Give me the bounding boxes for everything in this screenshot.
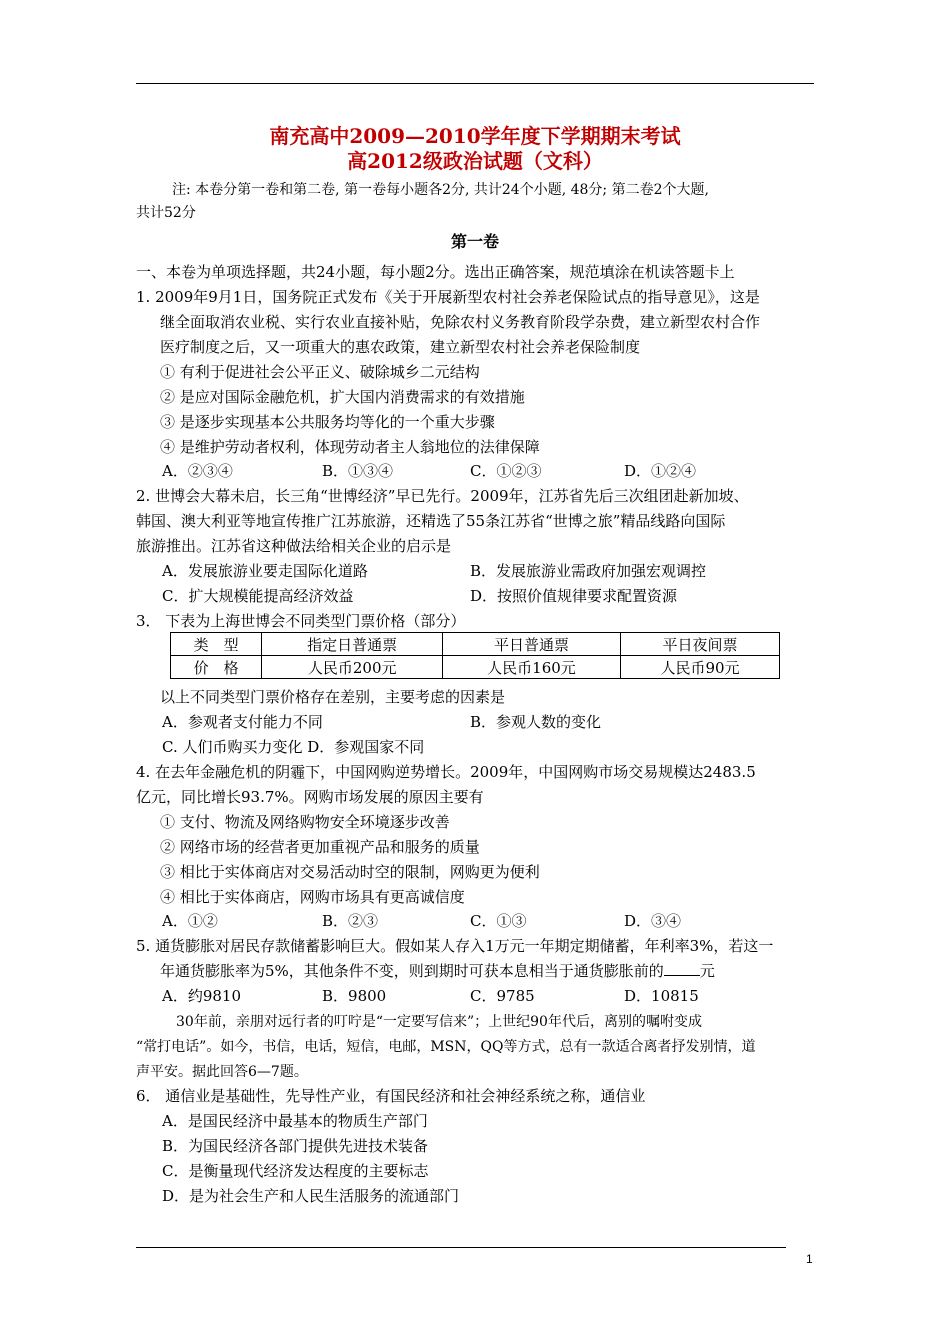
q4-statement-2: ② 网络市场的经营者更加重视产品和服务的质量 [160,838,480,856]
q4-statement-3: ③ 相比于实体商店对交易活动时空的限制，网购更为便利 [160,863,540,881]
table-header-cell: 平日普通票 [443,633,621,656]
q4-option-d: D．③④ [624,912,682,930]
q1-option-c: C．①②③ [470,462,542,480]
q1-statement-3: ③ 是逐步实现基本公共服务均等化的一个重大步骤 [160,413,495,431]
q3-option-cd: C. 人们币购买力变化 D．参观国家不同 [162,738,425,756]
table-header-row [171,633,780,656]
q6-option-d: D．是为社会生产和人民生活服务的流通部门 [162,1187,460,1205]
q2-option-a: A．发展旅游业要走国际化道路 [162,562,368,580]
q6-stem-line1: 6． 通信业是基础性，先导性产业，有国民经济和社会神经系统之称，通信业 [136,1087,646,1105]
page-number: 1 [806,1252,813,1266]
q5-option-d: D．10815 [624,987,699,1005]
table-row [171,656,780,679]
q1-option-a: A．②③④ [162,462,233,480]
q6-option-a: A．是国民经济中最基本的物质生产部门 [162,1112,428,1130]
table-cell: 价 格 [171,656,262,679]
q6-option-c: C．是衡量现代经济发达程度的主要标志 [162,1162,429,1180]
q5-option-b: B．9800 [322,987,387,1005]
q5-stem-text: 年通货膨胀率为5%，其他条件不变，则到期时可获本息相当于通货膨胀前的 [160,962,664,980]
q3-option-a: A．参观者支付能力不同 [162,713,323,731]
q2-option-c: C．扩大规模能提高经济效益 [162,587,354,605]
table-cell: 人民币90元 [620,656,779,679]
answer-blank [664,961,700,976]
exam-title: 南充高中2009—2010学年度下学期期末考试 [269,124,681,148]
q4-statement-1: ① 支付、物流及网络购物安全环境逐步改善 [160,813,450,831]
q1-statement-2: ② 是应对国际金融危机，扩大国内消费需求的有效措施 [160,388,525,406]
material-line3: 声平安。据此回答6—7题。 [136,1064,308,1080]
q4-option-c: C．①③ [470,912,527,930]
q4-option-a: A．①② [162,912,218,930]
exam-note-line1: 注: 本卷分第一卷和第二卷, 第一卷每小题各2分, 共计24个小题, 48分; 第二卷2个大题, [172,182,709,198]
material-line2: “常打电话”。如今，书信，电话，短信，电邮，MSN，QQ等方式，总有一款适合离者抒发别情，道 [136,1039,756,1055]
q1-statement-1: ① 有利于促进社会公平正义、破除城乡二元结构 [160,363,480,381]
q5-stem-line2 [160,961,715,981]
q1-option-b: B．①③④ [322,462,394,480]
table-cell: 人民币160元 [443,656,621,679]
q5-stem-line1: 5. 通货膨胀对居民存款储蓄影响巨大。假如某人存入1万元一年期定期储蓄，年利率3%，若这一 [136,937,774,955]
q5-option-a: A．约9810 [162,987,242,1005]
q4-statement-4: ④ 相比于实体商店，网购市场具有更高诚信度 [160,888,465,906]
material-line1: 30年前，亲朋对远行者的叮咛是“一定要写信来”；上世纪90年代后，离别的嘱咐变成 [176,1014,702,1030]
exam-subtitle: 高2012级政治试题（文科） [347,149,603,173]
q1-stem-line2: 继全面取消农业税、实行农业直接补贴，免除农村义务教育阶段学杂费，建立新型农村合作 [160,313,761,331]
q3-stem-line1: 3． 下表为上海世博会不同类型门票价格（部分） [136,612,466,630]
table-header-cell: 指定日普通票 [262,633,443,656]
q2-option-d: D．按照价值规律要求配置资源 [470,587,678,605]
q3-option-b: B．参观人数的变化 [470,713,602,731]
exam-note-line2: 共计52分 [136,205,196,221]
q5-option-c: C．9785 [470,987,535,1005]
header-rule [136,83,814,84]
q3-stem-line2: 以上不同类型门票价格存在差别，主要考虑的因素是 [160,688,506,706]
q1-stem-line3: 医疗制度之后，又一项重大的惠农政策，建立新型农村社会养老保险制度 [160,338,641,356]
section-heading: 第一卷 [450,232,499,251]
q5-stem-unit: 元 [699,962,715,980]
ticket-price-table [170,632,780,679]
q2-option-b: B．发展旅游业需政府加强宏观调控 [470,562,707,580]
section-instruction: 一、本卷为单项选择题，共24小题，每小题2分。选出正确答案，规范填涂在机读答题卡上 [136,263,735,281]
q6-option-b: B．为国民经济各部门提供先进技术装备 [162,1137,429,1155]
table-cell: 人民币200元 [262,656,443,679]
table-header-cell: 平日夜间票 [620,633,779,656]
table-header-cell: 类 型 [171,633,262,656]
q1-option-d: D．①②④ [624,462,697,480]
q4-option-b: B．②③ [322,912,379,930]
q1-stem-line1: 1. 2009年9月1日，国务院正式发布《关于开展新型农村社会养老保险试点的指导意见》，这是 [136,288,760,306]
q2-stem-line2: 韩国、澳大利亚等地宣传推广江苏旅游，还精选了55条江苏省“世博之旅”精品线路向国际 [136,512,726,530]
q1-statement-4: ④ 是维护劳动者权利，体现劳动者主人翁地位的法律保障 [160,438,540,456]
q2-stem-line3: 旅游推出。江苏省这种做法给相关企业的启示是 [136,537,452,555]
q4-stem-line1: 4. 在去年金融危机的阴霾下，中国网购逆势增长。2009年，中国网购市场交易规模达2483.5 [136,763,756,781]
footer-rule [136,1247,786,1248]
q2-stem-line1: 2. 世博会大幕未启，长三角“世博经济”早已先行。2009年，江苏省先后三次组团赴新加坡、 [136,487,749,505]
q4-stem-line2: 亿元，同比增长93.7%。网购市场发展的原因主要有 [136,788,484,806]
